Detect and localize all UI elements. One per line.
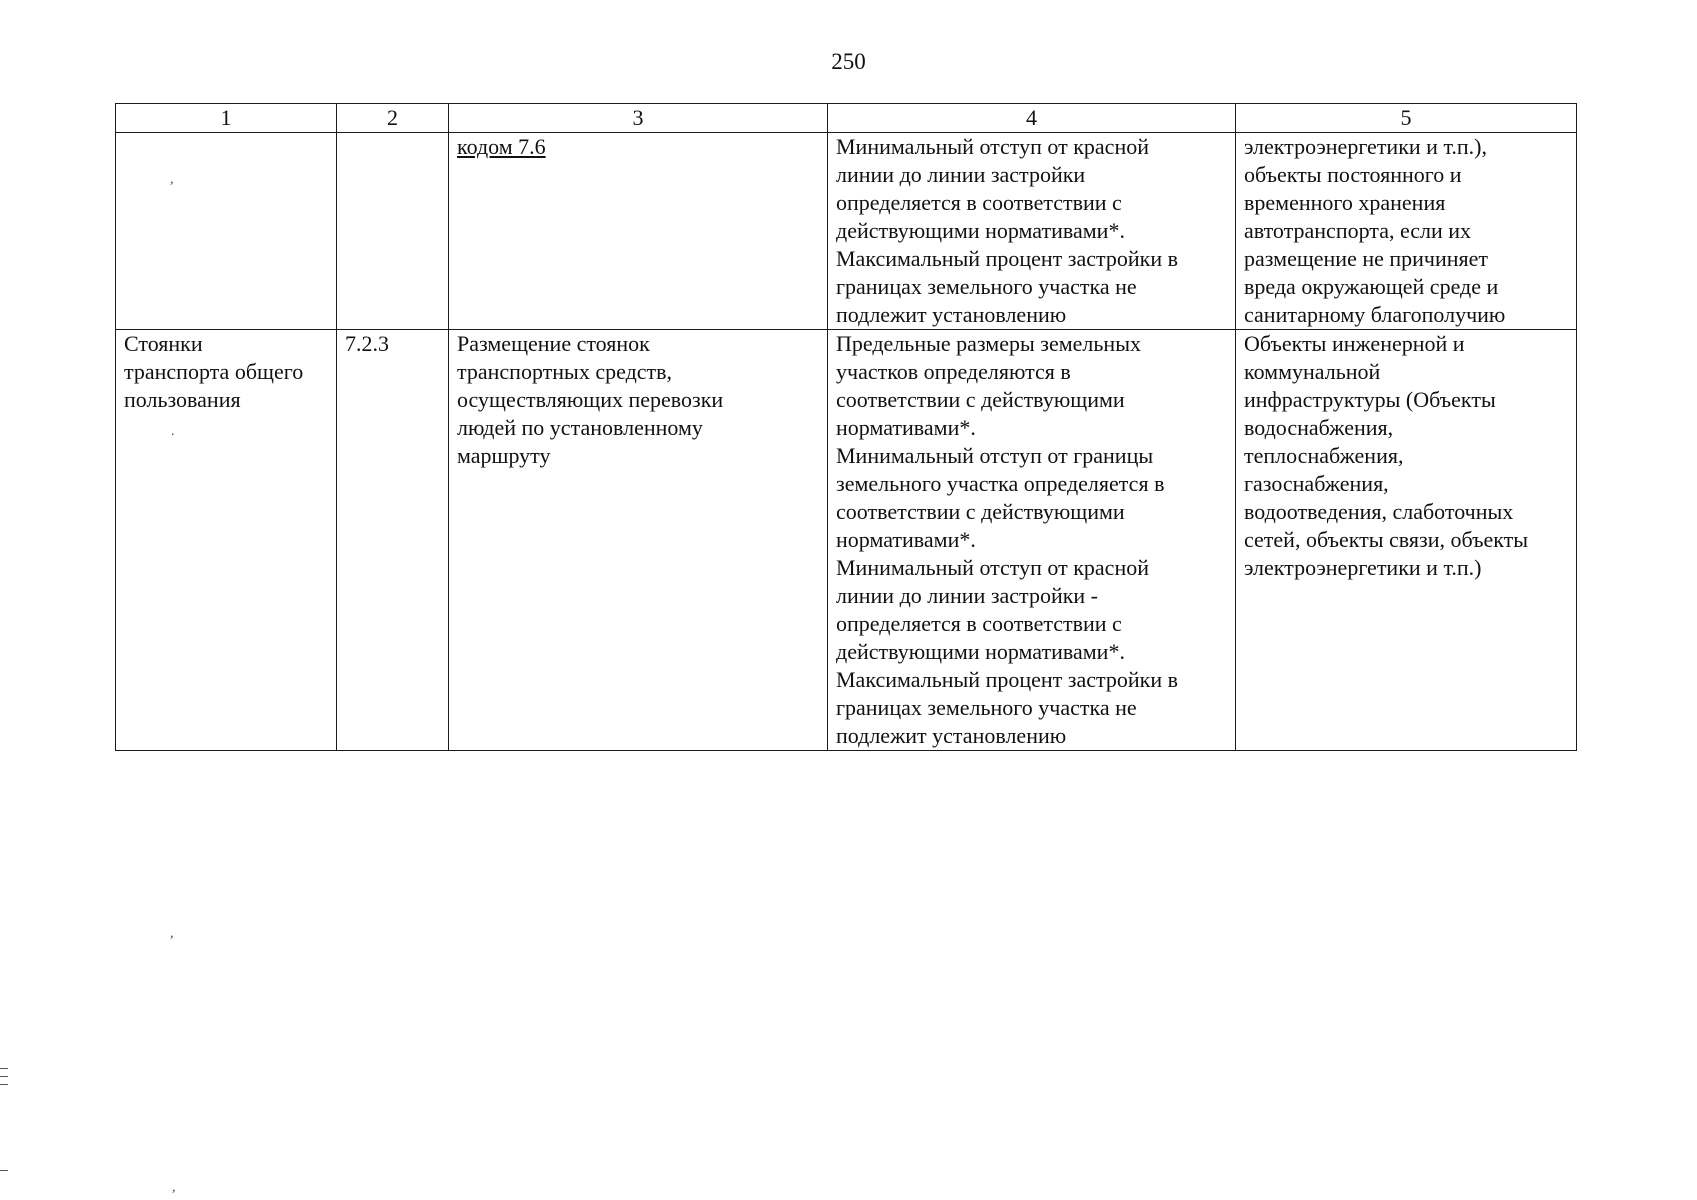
cell-text-line: осуществляющих перевозки bbox=[457, 387, 724, 412]
cell-text-line: Максимальный процент застройки в bbox=[836, 667, 1178, 692]
cell-text-line: действующими нормативами*. bbox=[836, 218, 1125, 243]
cell-text-line: линии до линии застройки - bbox=[836, 583, 1099, 608]
cell-text-line: Максимальный процент застройки в bbox=[836, 246, 1178, 271]
cell-text-line: определяется в соответствии с bbox=[836, 611, 1122, 636]
cell-text-line: участков определяются в bbox=[836, 359, 1071, 384]
cell-text-line: автотранспорта, если их bbox=[1244, 218, 1472, 243]
scan-edge-mark bbox=[0, 1076, 8, 1077]
cell-text-line: электроэнергетики и т.п.), bbox=[1244, 134, 1487, 159]
cell-text-line: Объекты инженерной и bbox=[1244, 331, 1465, 356]
cell-text-line: водоснабжения, bbox=[1244, 415, 1394, 440]
cell-text-line: людей по установленному bbox=[457, 415, 703, 440]
column-header-3: 3 bbox=[449, 104, 828, 133]
table-row bbox=[116, 330, 1577, 751]
page-number: 250 bbox=[831, 49, 866, 74]
cell-auxiliary-uses bbox=[1236, 330, 1577, 751]
cell-text-line: транспорта общего bbox=[124, 359, 304, 384]
cell-use-code bbox=[337, 133, 449, 330]
cell-use-description bbox=[449, 330, 828, 751]
cell-text-line: границах земельного участка не bbox=[836, 274, 1137, 299]
cell-text-line: Минимальный отступ от красной bbox=[836, 555, 1149, 580]
cell-use-name bbox=[116, 133, 337, 330]
column-header-5: 5 bbox=[1236, 104, 1577, 133]
cell-text-line: подлежит установлению bbox=[836, 723, 1067, 748]
cell-text-line: 7.2.3 bbox=[345, 331, 389, 356]
regulations-table bbox=[115, 103, 1577, 751]
column-header-4: 4 bbox=[828, 104, 1236, 133]
cell-text-line: Предельные размеры земельных bbox=[836, 331, 1141, 356]
table-row bbox=[116, 133, 1577, 330]
cell-text-line: земельного участка определяется в bbox=[836, 471, 1165, 496]
scan-edge-mark bbox=[0, 1068, 8, 1069]
scan-speck: . bbox=[171, 424, 175, 439]
cell-text-line: газоснабжения, bbox=[1244, 471, 1389, 496]
cell-auxiliary-uses bbox=[1236, 133, 1577, 330]
cell-text-line: электроэнергетики и т.п.) bbox=[1244, 555, 1482, 580]
cell-text-line: транспортных средств, bbox=[457, 359, 673, 384]
cell-text-line: сетей, объекты связи, объекты bbox=[1244, 527, 1529, 552]
column-header-1: 1 bbox=[116, 104, 337, 133]
cell-text-line: объекты постоянного и bbox=[1244, 162, 1462, 187]
cell-text-line: нормативами*. bbox=[836, 527, 976, 552]
cell-text-line: Стоянки bbox=[124, 331, 203, 356]
cell-text-line: водоотведения, слаботочных bbox=[1244, 499, 1514, 524]
cell-parameters bbox=[828, 330, 1236, 751]
cell-text-line: соответствии с действующими bbox=[836, 499, 1125, 524]
scan-speck: , bbox=[170, 926, 174, 941]
cell-use-code bbox=[337, 330, 449, 751]
scan-edge-mark bbox=[0, 1084, 8, 1085]
cell-text-line: подлежит установлению bbox=[836, 302, 1067, 327]
cell-parameters bbox=[828, 133, 1236, 330]
cell-text-line: действующими нормативами*. bbox=[836, 639, 1125, 664]
cell-text-line: размещение не причиняет bbox=[1244, 246, 1489, 271]
cell-text-line: коммунальной bbox=[1244, 359, 1381, 384]
cell-use-name bbox=[116, 330, 337, 751]
cell-text-line: кодом 7.6 bbox=[457, 134, 546, 159]
cell-text-line: пользования bbox=[124, 387, 241, 412]
column-header-2: 2 bbox=[337, 104, 449, 133]
cell-text-line: маршруту bbox=[457, 443, 551, 468]
cell-text-line: линии до линии застройки bbox=[836, 162, 1086, 187]
cell-text-line: определяется в соответствии с bbox=[836, 190, 1122, 215]
scan-edge-mark bbox=[0, 1170, 8, 1171]
cell-use-description bbox=[449, 133, 828, 330]
cell-text-line: нормативами*. bbox=[836, 415, 976, 440]
cell-text-line: Минимальный отступ от красной bbox=[836, 134, 1149, 159]
cell-text-line: Размещение стоянок bbox=[457, 331, 650, 356]
cell-text-line: теплоснабжения, bbox=[1244, 443, 1404, 468]
scan-speck: , bbox=[170, 172, 174, 187]
table-header-row bbox=[116, 104, 1577, 133]
cell-text-line: временного хранения bbox=[1244, 190, 1446, 215]
cell-text-line: санитарному благополучию bbox=[1244, 302, 1506, 327]
scan-speck: , bbox=[172, 1180, 176, 1195]
cell-text-line: соответствии с действующими bbox=[836, 387, 1125, 412]
cell-text-line: инфраструктуры (Объекты bbox=[1244, 387, 1496, 412]
cell-text-line: Минимальный отступ от границы bbox=[836, 443, 1154, 468]
cell-text-line: вреда окружающей среде и bbox=[1244, 274, 1499, 299]
cell-text-line: границах земельного участка не bbox=[836, 695, 1137, 720]
